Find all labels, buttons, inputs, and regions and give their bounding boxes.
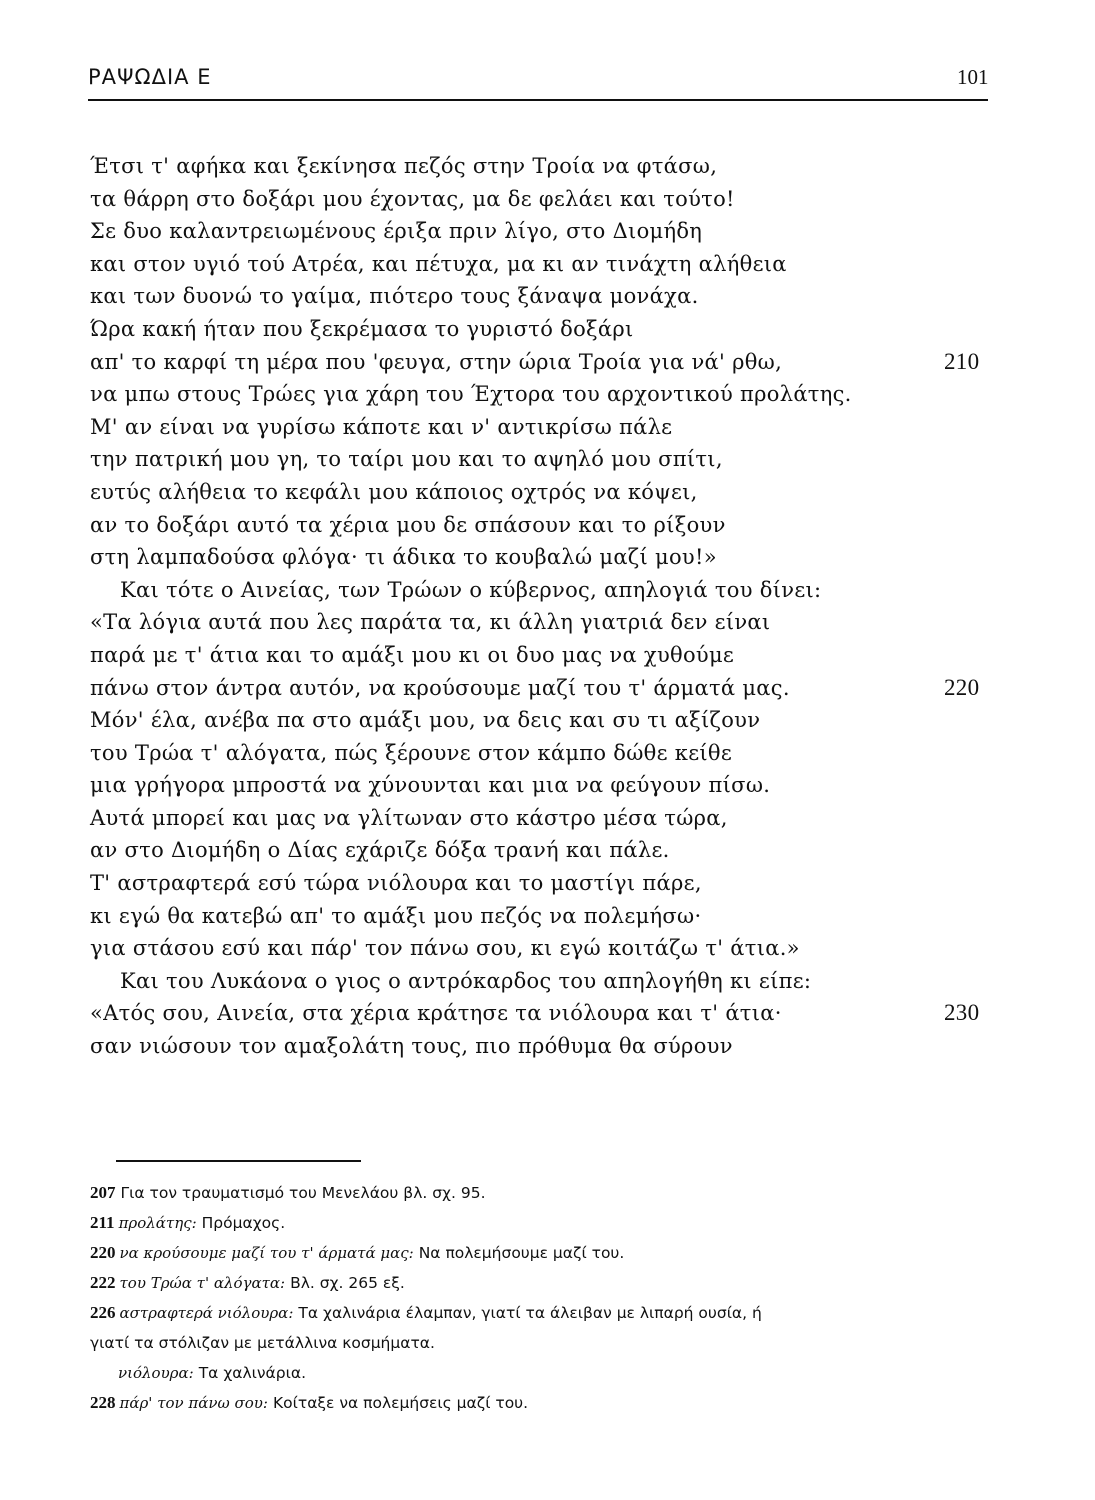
footnotes-block [90, 1178, 990, 1418]
verse-text: Τ' αστραφτερά εσύ τώρα νιόλουρα και το μαστίγι πάρε, [90, 871, 702, 896]
footnote-term: αστραφτερά νιόλουρα: [119, 1304, 294, 1322]
verse-line [90, 280, 990, 313]
verse-text: σαν νιώσουν τον αμαξολάτη τους, πιο πρόθυμα θα σύρουν [90, 1034, 733, 1059]
verse-text: αν στο Διομήδη ο Δίας εχάριζε δόξα τρανή και πάλε. [90, 838, 670, 863]
verse-line [90, 248, 990, 281]
footnote-text: Τα χαλινάρια έλαμπαν, γιατί τα άλειβαν με λιπαρή ουσία, ή [298, 1304, 762, 1322]
verse-line [90, 150, 990, 183]
verse-line [90, 965, 990, 998]
footnote [90, 1238, 990, 1268]
verse-line [90, 639, 990, 672]
footnote-text: γιατί τα στόλιζαν με μετάλλινα κοσμήματα. [90, 1334, 435, 1352]
footnote-text: Πρόμαχος. [201, 1214, 286, 1232]
verse-line [90, 378, 990, 411]
verse-text: Ώρα κακή ήταν που ξεκρέμασα το γυριστό δοξάρι [90, 316, 634, 341]
verse-line [90, 346, 990, 379]
footnote-term: νιόλουρα: [118, 1364, 194, 1382]
verse-text: αν το δοξάρι αυτό τα χέρια μου δε σπάσουν και το ρίξουν [90, 512, 726, 537]
verse-text: στη λαμπαδούσα φλόγα· τι άδικα το κουβαλώ μαζί μου!» [90, 545, 717, 570]
footnote-number: 226 [90, 1303, 116, 1322]
verse-line [90, 509, 990, 542]
verse-line [90, 867, 990, 900]
footnote-number: 220 [90, 1243, 116, 1262]
footnote [90, 1208, 990, 1238]
verse-text: «Ατός σου, Αινεία, στα χέρια κράτησε τα νιόλουρα και τ' άτια· [90, 1001, 782, 1026]
verse-line [90, 443, 990, 476]
chapter-title: ΡΑΨΩΔΙΑ Ε [88, 65, 212, 89]
verse-text: «Τα λόγια αυτά που λες παράτα τα, κι άλλη γιατριά δεν είναι [90, 610, 771, 635]
footnote [90, 1298, 990, 1328]
verse-text: την πατρική μου γη, το ταίρι μου και το αψηλό μου σπίτι, [90, 447, 723, 472]
verse-line [90, 606, 990, 639]
header-divider [88, 99, 988, 101]
line-number: 220 [944, 674, 980, 700]
verse-text: μια γρήγορα μπροστά να χύνουνται και μια να φεύγουν πίσω. [90, 773, 771, 798]
footnote [90, 1268, 990, 1298]
verse-text: του Τρώα τ' αλόγατα, πώς ξέρουνε στον κάμπο δώθε κείθε [90, 740, 733, 765]
verse-text: τα θάρρη στο δοξάρι μου έχοντας, μα δε φελάει και τούτο! [90, 186, 735, 211]
verse-line [90, 997, 990, 1030]
footnote-text: Για τον τραυματισμό του Μενελάου βλ. σχ. 95. [120, 1184, 486, 1202]
footnote-number: 228 [90, 1393, 116, 1412]
footnote-divider [116, 1160, 361, 1162]
footnote-term: προλάτης: [118, 1214, 197, 1232]
verse-text: να μπω στους Τρώες για χάρη του Έχτορα του αρχοντικού προλάτης. [90, 382, 852, 407]
verse-line [90, 672, 990, 705]
verse-text: Έτσι τ' αφήκα και ξεκίνησα πεζός στην Τροία να φτάσω, [90, 154, 718, 178]
verse-text: Μόν' έλα, ανέβα πα στο αμάξι μου, να δεις και συ τι αξίζουν [90, 708, 761, 733]
verse-line [90, 215, 990, 248]
footnote-text: Βλ. σχ. 265 εξ. [290, 1274, 405, 1292]
footnote-term: του Τρώα τ' αλόγατα: [119, 1274, 286, 1292]
verse-text: Μ' αν είναι να γυρίσω κάποτε και ν' αντικρίσω πάλε [90, 414, 673, 439]
footnote-term: πάρ' τον πάνω σου: [119, 1394, 268, 1412]
line-number: 230 [944, 1000, 980, 1026]
verse-line [90, 476, 990, 509]
verse-line [90, 704, 990, 737]
verse-line [90, 313, 990, 346]
verse-line [90, 541, 990, 574]
verse-text: και των δυονώ το γαίμα, πιότερο τους ξάναψα μονάχα. [90, 284, 699, 309]
verse-text: για στάσου εσύ και πάρ' τον πάνω σου, κι εγώ κοιτάζω τ' άτια.» [90, 936, 800, 961]
footnote [90, 1358, 990, 1388]
verse-text: Και τότε ο Αινείας, των Τρώων ο κύβερνος, απηλογιά του δίνει: [120, 577, 822, 602]
footnote-number: 222 [90, 1273, 116, 1292]
verse-line [90, 183, 990, 216]
verse-text: Αυτά μπορεί και μας να γλίτωναν στο κάστρο μέσα τώρα, [90, 805, 728, 830]
verse-text: ευτύς αλήθεια το κεφάλι μου κάποιος οχτρός να κόψει, [90, 479, 698, 504]
verse-block [90, 150, 990, 1063]
footnote-text: Τα χαλινάρια. [198, 1364, 307, 1382]
verse-line [90, 737, 990, 770]
footnote-number: 207 [90, 1183, 116, 1202]
verse-line [90, 932, 990, 965]
page-number: 101 [957, 65, 989, 89]
verse-line [90, 1030, 990, 1063]
verse-line [90, 802, 990, 835]
verse-line [90, 900, 990, 933]
footnote [90, 1388, 990, 1418]
footnote-text: Κοίταξε να πολεμήσεις μαζί του. [272, 1394, 529, 1412]
verse-text: Σε δυο καλαντρειωμένους έριξα πριν λίγο, στο Διομήδη [90, 219, 703, 244]
verse-line [90, 769, 990, 802]
verse-text: παρά με τ' άτια και το αμάξι μου κι οι δυο μας να χυθούμε [90, 642, 735, 667]
verse-text: απ' το καρφί τη μέρα που 'φευγα, στην ώρια Τροία για νά' ρθω, [90, 349, 783, 374]
verse-line [90, 574, 990, 607]
verse-text: κι εγώ θα κατεβώ απ' το αμάξι μου πεζός να πολεμήσω· [90, 903, 702, 928]
footnote-text: Να πολεμήσουμε μαζί του. [418, 1244, 625, 1262]
line-number: 210 [944, 348, 980, 374]
footnote [90, 1328, 990, 1358]
verse-line [90, 411, 990, 444]
verse-text: πάνω στον άντρα αυτόν, να κρούσουμε μαζί του τ' άρματά μας. [90, 675, 790, 700]
footnote-number: 211 [90, 1213, 115, 1232]
verse-text: και στον υγιό τού Ατρέα, και πέτυχα, μα κι αν τινάχτη αλήθεια [90, 251, 787, 276]
verse-text: Και του Λυκάονα ο γιος ο αντρόκαρδος του απηλογήθη κι είπε: [120, 968, 812, 993]
verse-line [90, 834, 990, 867]
footnote-term: να κρούσουμε μαζί του τ' άρματά μας: [119, 1244, 414, 1262]
footnote [90, 1178, 990, 1208]
